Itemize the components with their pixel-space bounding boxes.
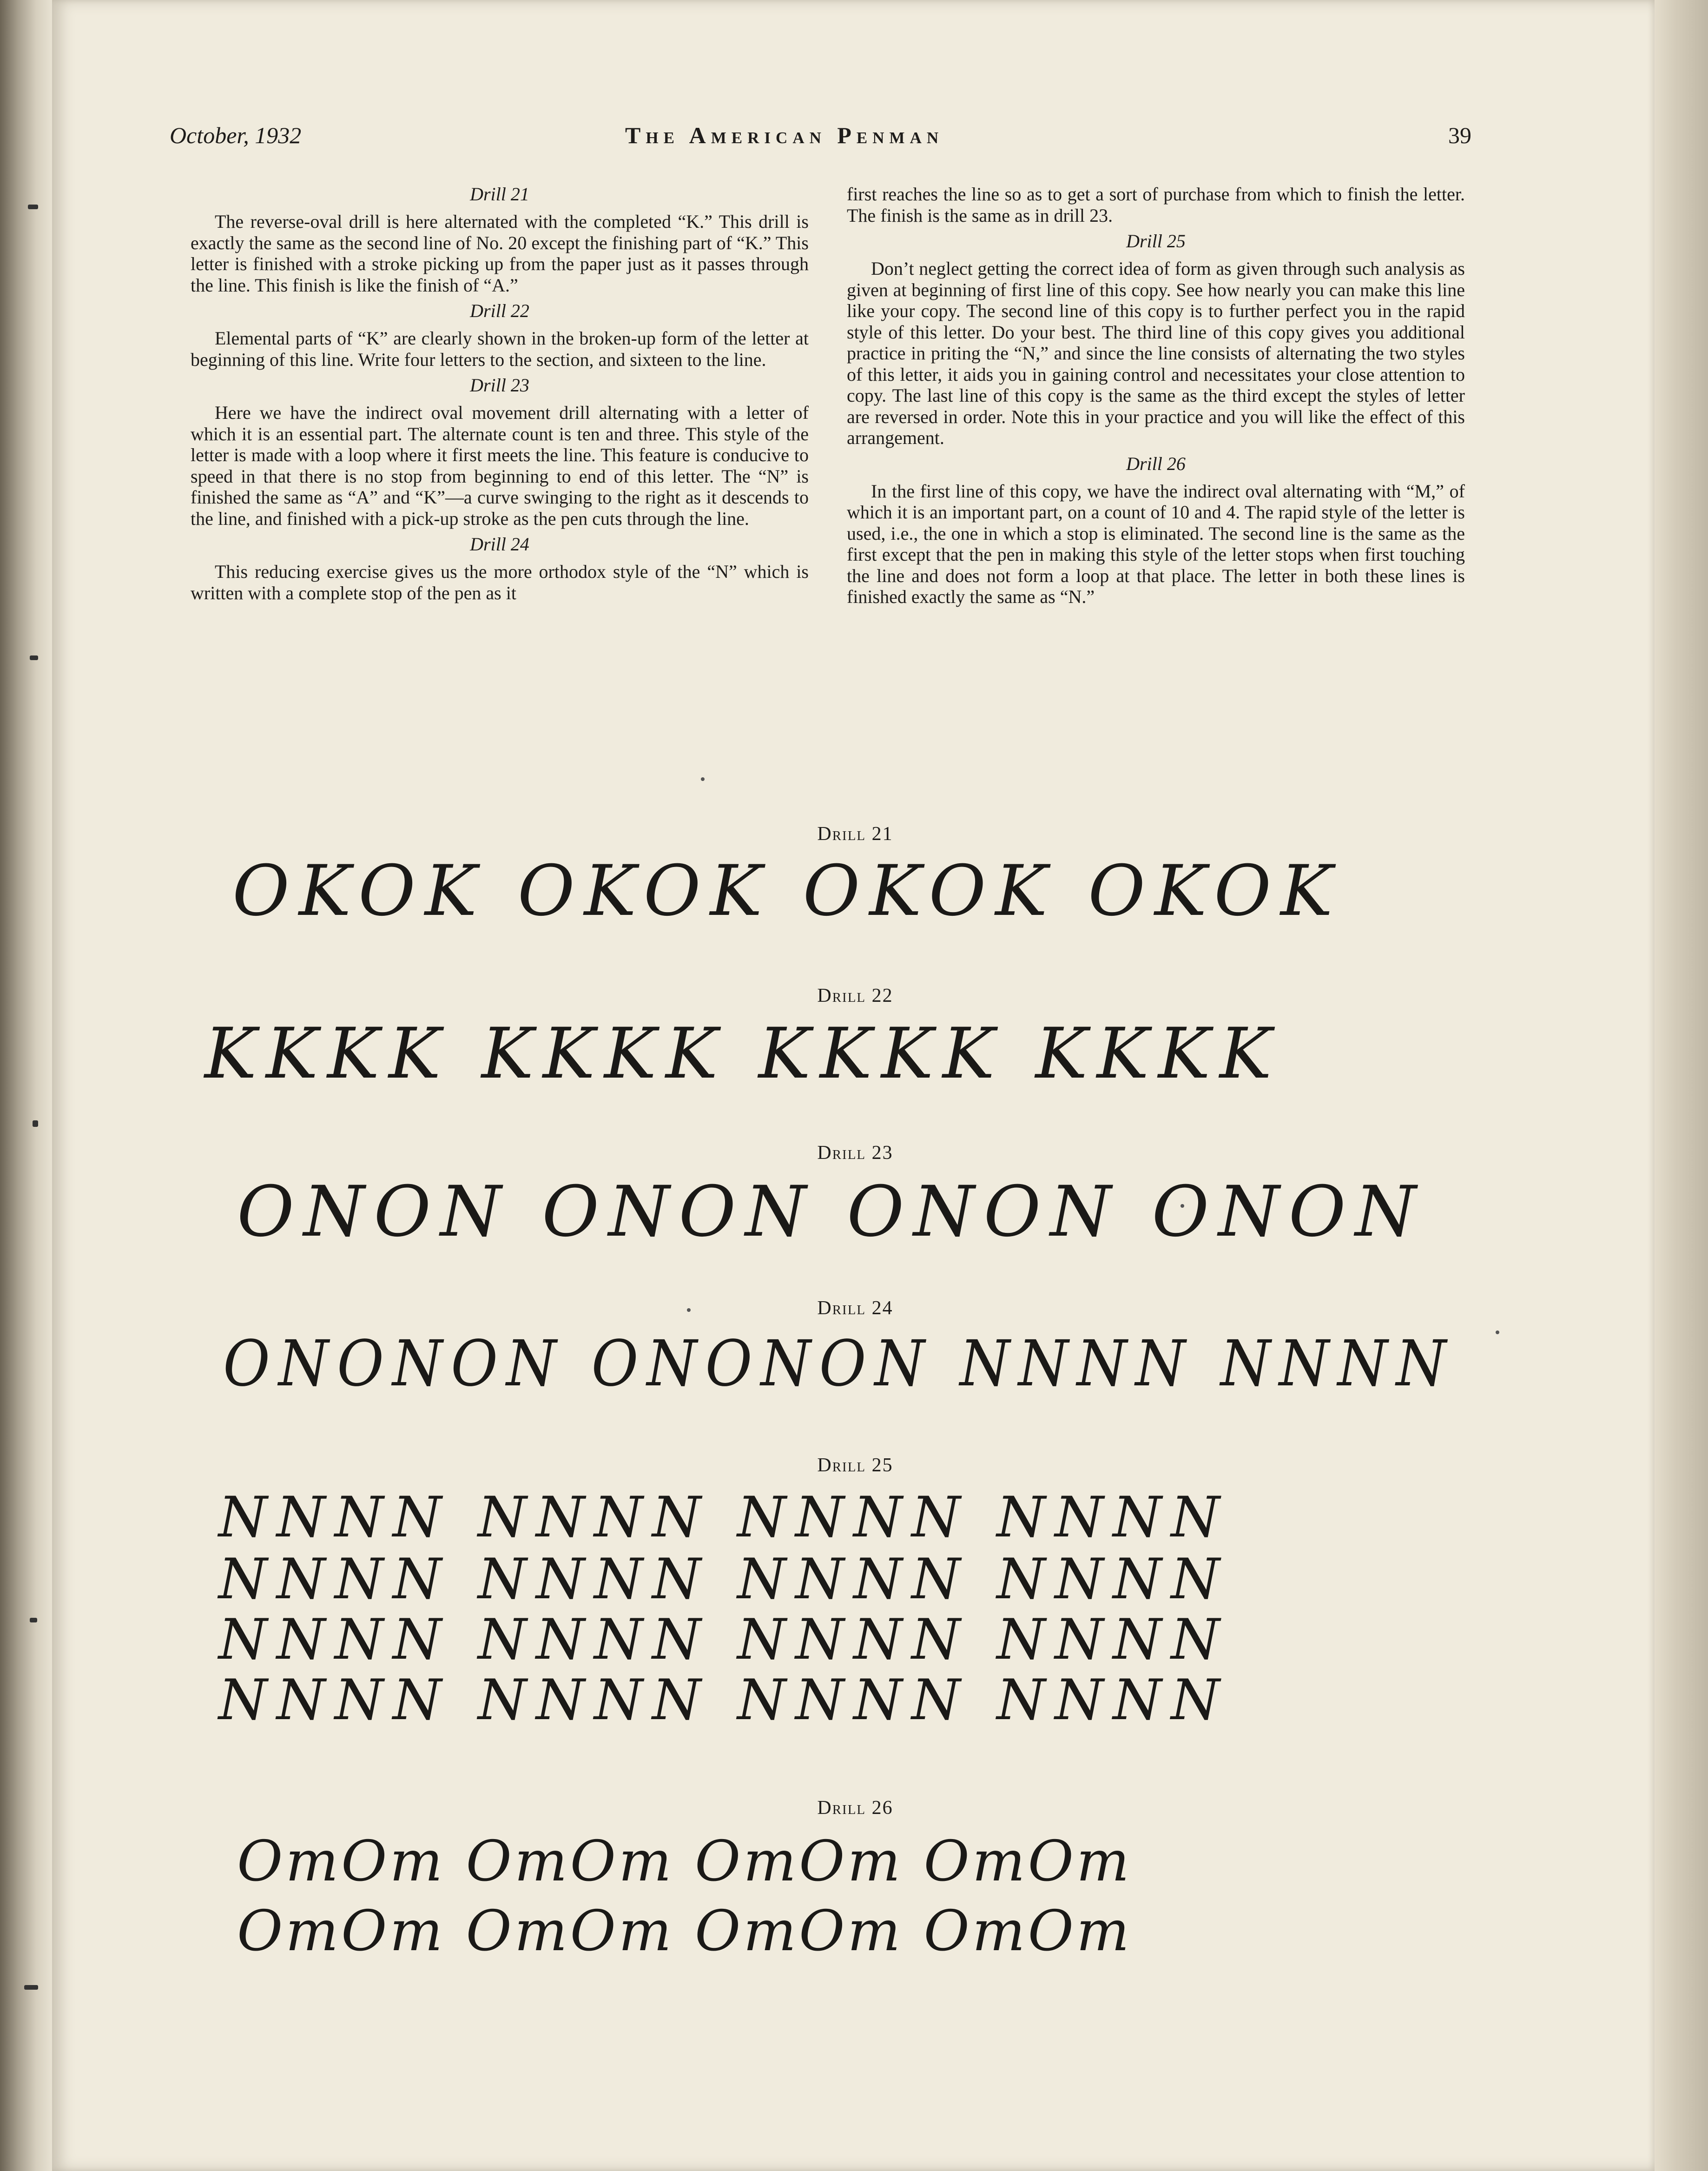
penmanship-line-drill-26: OmOm OmOm OmOm OmOm bbox=[237, 1899, 1132, 1964]
plate-label-drill-21: Drill 21 bbox=[817, 823, 893, 845]
penmanship-line-drill-25: NNNN NNNN NNNN NNNN bbox=[218, 1485, 1229, 1550]
paragraph: This reducing exercise gives us the more orthodox style of the “N” which is written with a complete stop of the pen as it bbox=[191, 561, 809, 603]
journal-title: The American Penman bbox=[625, 122, 944, 148]
penmanship-line-drill-24: ONONON ONONON NNNN NNNN bbox=[223, 1327, 1455, 1401]
issue-date: October, 1932 bbox=[170, 122, 302, 148]
margin-mark bbox=[33, 1120, 38, 1127]
margin-mark bbox=[28, 205, 38, 209]
right-column bbox=[847, 184, 1465, 608]
section-heading: Drill 25 bbox=[1126, 231, 1186, 252]
section-heading: Drill 21 bbox=[470, 184, 529, 205]
section-heading: Drill 26 bbox=[1126, 453, 1186, 474]
penmanship-line-drill-25: NNNN NNNN NNNN NNNN bbox=[218, 1608, 1229, 1672]
paragraph-continuation: first reaches the line so as to get a sort of purchase from which to finish the letter. The finish is the same as in drill 23. bbox=[847, 184, 1465, 226]
penmanship-line-drill-23: ONON ONON ONON ONON bbox=[237, 1172, 1425, 1252]
paragraph: In the first line of this copy, we have the indirect oval alternating with “M,” of which it is an important part, on a count of 10 and 4. The rapid style of the letter is used, i.e., the one in which a stop is eliminated. The second line is the same as the first except that the pen in making this style of the letter stops when first touching the line and does not form a loop at that place. The letter in both these lines is finished exactly the same as “N.” bbox=[847, 480, 1465, 607]
ink-speck bbox=[687, 1308, 691, 1312]
paragraph: Elemental parts of “K” are clearly shown in the broken-up form of the letter at beginning of this line. Write four letters to the section, and sixteen to the line. bbox=[191, 328, 809, 370]
book-gutter bbox=[0, 0, 52, 2171]
penmanship-line-drill-22: KKKK KKKK KKKK KKKK bbox=[204, 1013, 1281, 1094]
paragraph: Don’t neglect getting the correct idea of form as given through such analysis as given at beginning of first line of this copy. See how nearly you can make this line like your copy. The second line of this copy is to further perfect you in the rapid style of this letter. Do your best. The third line of this copy gives you additional practice in priting the “N,” and since the line consists of alternating the two styles of this letter, it aids you in gaining control and necessitates your close attention to copy. The last line of this copy is the same as the third except the styles of letter are reversed in order. Note this in your practice and you will like the effect of this arrangement. bbox=[847, 258, 1465, 448]
margin-mark bbox=[30, 655, 38, 660]
penmanship-line-drill-26: OmOm OmOm OmOm OmOm bbox=[237, 1829, 1132, 1894]
section-heading: Drill 23 bbox=[470, 375, 529, 396]
plate-label-drill-22: Drill 22 bbox=[817, 985, 893, 1006]
left-column bbox=[191, 184, 809, 603]
penmanship-line-drill-25: NNNN NNNN NNNN NNNN bbox=[218, 1668, 1229, 1733]
plate-label-drill-25: Drill 25 bbox=[817, 1455, 893, 1476]
page-number: 39 bbox=[1448, 122, 1471, 148]
section-heading: Drill 22 bbox=[470, 300, 529, 321]
ink-speck bbox=[1496, 1330, 1499, 1334]
paragraph: Here we have the indirect oval movement drill alternating with a letter of which it is an essential part. The alternate count is ten and three. This style of the letter is made with a loop where it first meets the line. This feature is conducive to speed in that there is no stop from beginning to end of this letter. The “N” is finished the same as “A” and “K”—a curve swinging to the right as it descends to the line, and finished with a pick-up stroke as the pen cuts through the line. bbox=[191, 402, 809, 529]
margin-mark bbox=[24, 1985, 38, 1990]
margin-mark bbox=[30, 1618, 37, 1622]
section-heading: Drill 24 bbox=[470, 534, 529, 555]
plate-label-drill-23: Drill 23 bbox=[817, 1142, 893, 1164]
page-edge bbox=[1655, 0, 1708, 2171]
plate-label-drill-26: Drill 26 bbox=[817, 1797, 893, 1819]
plate-label-drill-24: Drill 24 bbox=[817, 1297, 893, 1319]
penmanship-line-drill-25: NNNN NNNN NNNN NNNN bbox=[218, 1547, 1229, 1612]
paragraph: The reverse-oval drill is here alternated with the completed “K.” This drill is exactly the same as the second line of No. 20 except the finishing part of “K.” This letter is finished with a stroke picking up from the paper just as it passes through the line. This finish is like the finish of “A.” bbox=[191, 211, 809, 296]
penmanship-line-drill-21: OKOK OKOK OKOK OKOK bbox=[232, 851, 1342, 932]
ink-speck bbox=[701, 777, 705, 781]
